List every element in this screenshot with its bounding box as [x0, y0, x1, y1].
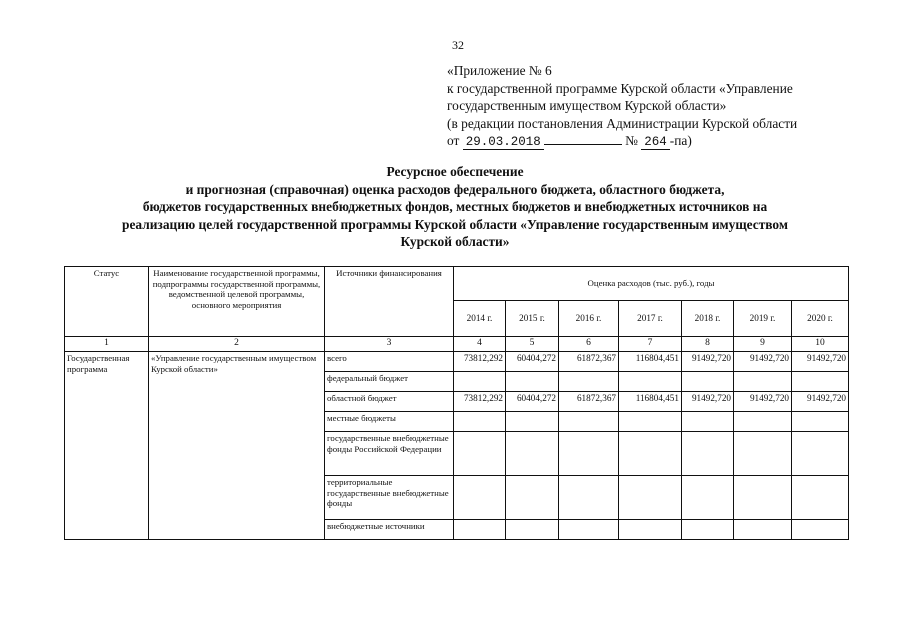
header-sources: Источники финансирования	[325, 267, 454, 337]
column-number: 3	[325, 337, 454, 352]
value-cell	[454, 476, 506, 520]
header-year: 2014 г.	[454, 301, 506, 337]
column-number: 8	[682, 337, 734, 352]
value-cell	[619, 432, 682, 476]
value-cell	[506, 432, 559, 476]
value-cell	[559, 432, 619, 476]
value-cell	[454, 432, 506, 476]
header-year: 2019 г.	[734, 301, 792, 337]
value-cell	[682, 372, 734, 392]
header-year: 2016 г.	[559, 301, 619, 337]
value-cell: 61872,367	[559, 392, 619, 412]
value-cell	[792, 476, 849, 520]
source-cell: внебюджетные источники	[325, 520, 454, 540]
resolution-date: 29.03.2018	[463, 136, 544, 150]
value-cell	[454, 372, 506, 392]
value-cell: 73812,292	[454, 392, 506, 412]
header-year: 2017 г.	[619, 301, 682, 337]
program-name-cell: «Управление государственным имуществом Курской области»	[149, 352, 325, 540]
number-prefix: №	[625, 133, 638, 148]
appendix-block	[447, 62, 857, 150]
appendix-line-5	[447, 132, 857, 150]
value-cell	[792, 432, 849, 476]
value-cell	[559, 372, 619, 392]
value-cell	[619, 412, 682, 432]
heading-line-5: Курской области»	[400, 234, 510, 249]
heading-line-2: и прогнозная (справочная) оценка расходов федерального бюджета, областного бюджета,	[185, 181, 725, 197]
column-number: 7	[619, 337, 682, 352]
value-cell: 91492,720	[792, 352, 849, 372]
value-cell: 116804,451	[619, 392, 682, 412]
value-cell	[559, 412, 619, 432]
appendix-line-2: к государственной программе Курской области «Управление	[447, 80, 793, 96]
value-cell: 91492,720	[734, 352, 792, 372]
table-row	[65, 352, 849, 372]
appendix-line-4: (в редакции постановления Администрации Курской области	[447, 115, 798, 131]
value-cell	[506, 520, 559, 540]
value-cell	[506, 412, 559, 432]
value-cell	[559, 520, 619, 540]
column-number: 9	[734, 337, 792, 352]
column-number: 1	[65, 337, 149, 352]
header-year: 2015 г.	[506, 301, 559, 337]
source-cell: территориальные государственные внебюджетные фонды	[325, 476, 454, 520]
heading-line-1: Ресурсное обеспечение	[386, 164, 524, 179]
source-cell: всего	[325, 352, 454, 372]
value-cell	[682, 520, 734, 540]
column-number: 6	[559, 337, 619, 352]
value-cell	[792, 412, 849, 432]
appendix-line-1: «Приложение № 6	[447, 63, 552, 78]
value-cell	[734, 372, 792, 392]
resolution-number: 264	[641, 136, 670, 150]
value-cell: 60404,272	[506, 352, 559, 372]
value-cell	[792, 520, 849, 540]
resource-table	[64, 266, 849, 540]
heading-line-3: бюджетов государственных внебюджетных фондов, местных бюджетов и внебюджетных источников на	[142, 199, 768, 214]
value-cell	[682, 476, 734, 520]
from-prefix: от	[447, 133, 460, 148]
source-cell: федеральный бюджет	[325, 372, 454, 392]
value-cell	[506, 372, 559, 392]
header-name: Наименование государственной программы, подпрограммы государственной программы, ведомственной целевой программы, основного мероприятия	[149, 267, 325, 337]
heading-line-4: реализацию целей государственной программы Курской области «Управление государственным имуществом	[122, 216, 788, 232]
value-cell	[559, 476, 619, 520]
header-estimate: Оценка расходов (тыс. руб.), годы	[454, 267, 849, 301]
source-cell: местные бюджеты	[325, 412, 454, 432]
value-cell: 73812,292	[454, 352, 506, 372]
value-cell: 91492,720	[682, 352, 734, 372]
value-cell	[454, 412, 506, 432]
column-number: 10	[792, 337, 849, 352]
value-cell	[734, 476, 792, 520]
value-cell	[619, 520, 682, 540]
page-number: 32	[452, 38, 464, 52]
value-cell: 60404,272	[506, 392, 559, 412]
header-year: 2020 г.	[792, 301, 849, 337]
value-cell: 91492,720	[734, 392, 792, 412]
value-cell	[792, 372, 849, 392]
value-cell: 61872,367	[559, 352, 619, 372]
column-number-row	[65, 337, 849, 352]
value-cell	[734, 520, 792, 540]
source-cell: государственные внебюджетные фонды Российской Федерации	[325, 432, 454, 476]
value-cell	[619, 476, 682, 520]
column-number: 5	[506, 337, 559, 352]
date-underline	[544, 133, 622, 145]
value-cell: 91492,720	[792, 392, 849, 412]
appendix-line-3: государственным имуществом Курской области»	[447, 98, 727, 113]
status-cell: Государственная программа	[65, 352, 149, 540]
value-cell	[682, 412, 734, 432]
value-cell	[734, 412, 792, 432]
column-number: 4	[454, 337, 506, 352]
value-cell	[619, 372, 682, 392]
value-cell	[734, 432, 792, 476]
number-suffix: -па)	[669, 133, 692, 148]
value-cell	[682, 432, 734, 476]
value-cell	[506, 476, 559, 520]
source-cell: областной бюджет	[325, 392, 454, 412]
header-status: Статус	[65, 267, 149, 337]
document-heading	[60, 163, 850, 251]
value-cell: 91492,720	[682, 392, 734, 412]
value-cell: 116804,451	[619, 352, 682, 372]
column-number: 2	[149, 337, 325, 352]
header-year: 2018 г.	[682, 301, 734, 337]
value-cell	[454, 520, 506, 540]
